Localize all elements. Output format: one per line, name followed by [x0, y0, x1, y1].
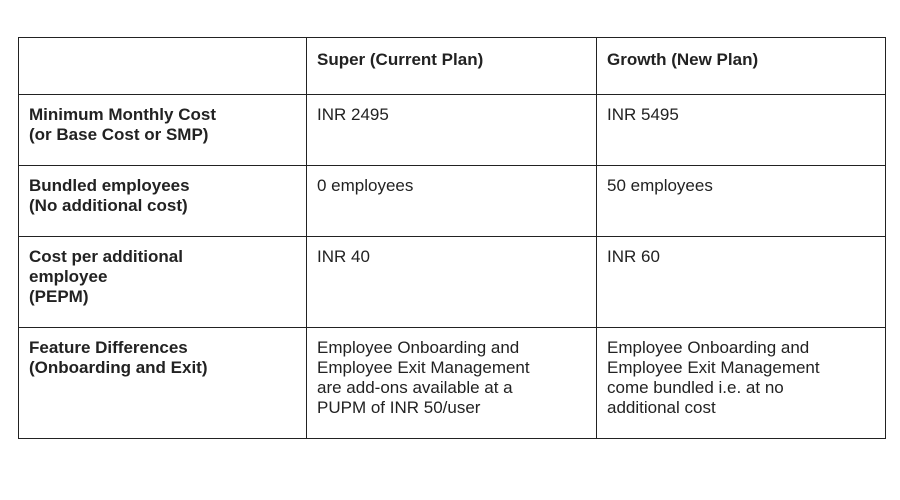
row-label-line: Bundled employees [29, 176, 190, 195]
super-plan-cell [307, 328, 597, 439]
cell-line: INR 60 [607, 247, 660, 266]
table-row [19, 328, 886, 439]
table-row [19, 166, 886, 237]
super-plan-cell [307, 95, 597, 166]
row-label-line: (No additional cost) [29, 196, 188, 215]
cell-line: Employee Exit Management [607, 358, 820, 377]
growth-plan-cell [597, 95, 886, 166]
cell-line: additional cost [607, 398, 716, 417]
header-empty-cell [19, 38, 307, 95]
row-label [19, 166, 307, 237]
growth-plan-cell [597, 166, 886, 237]
row-label [19, 237, 307, 328]
cell-line: Employee Onboarding and [607, 338, 810, 357]
cell-line: Employee Onboarding and [317, 338, 520, 357]
cell-line: come bundled i.e. at no [607, 378, 784, 397]
cell-line: Employee Exit Management [317, 358, 530, 377]
row-label-line: Feature Differences [29, 338, 188, 357]
growth-plan-cell [597, 237, 886, 328]
cell-line: PUPM of INR 50/user [317, 398, 481, 417]
cell-line: INR 2495 [317, 105, 389, 124]
plan-comparison-table [18, 37, 886, 439]
row-label-line: Cost per additional [29, 247, 183, 266]
table-row [19, 237, 886, 328]
super-plan-cell [307, 237, 597, 328]
row-label-line: (PEPM) [29, 287, 89, 306]
cell-line: 50 employees [607, 176, 713, 195]
table-row [19, 95, 886, 166]
table-header-row [19, 38, 886, 95]
header-super-plan: Super (Current Plan) [307, 38, 597, 95]
header-growth-plan: Growth (New Plan) [597, 38, 886, 95]
row-label [19, 328, 307, 439]
row-label-line: Minimum Monthly Cost [29, 105, 216, 124]
row-label-line: employee [29, 267, 108, 286]
cell-line: 0 employees [317, 176, 414, 195]
cell-line: INR 5495 [607, 105, 679, 124]
growth-plan-cell [597, 328, 886, 439]
super-plan-cell [307, 166, 597, 237]
row-label [19, 95, 307, 166]
cell-line: are add-ons available at a [317, 378, 513, 397]
cell-line: INR 40 [317, 247, 370, 266]
row-label-line: (or Base Cost or SMP) [29, 125, 209, 144]
row-label-line: (Onboarding and Exit) [29, 358, 208, 377]
